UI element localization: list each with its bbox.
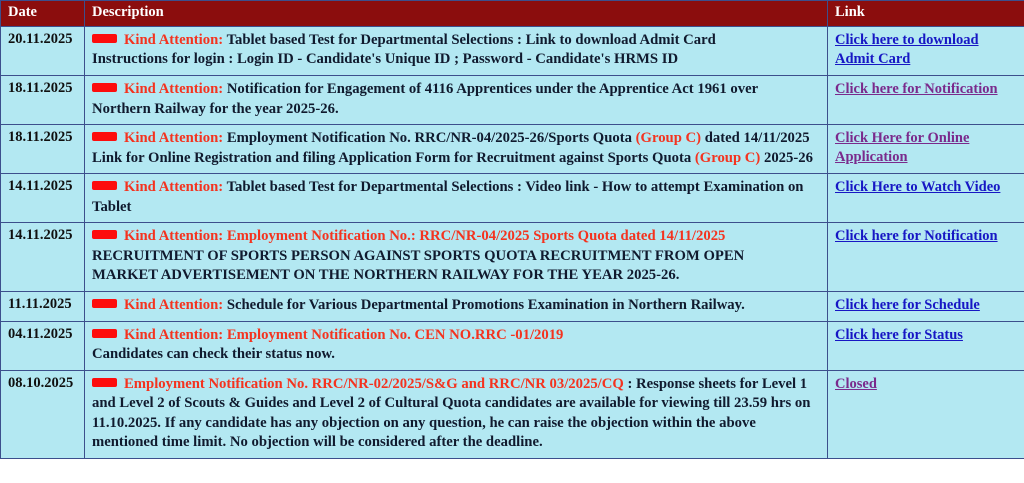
- new-badge-icon: [92, 132, 117, 141]
- notice-text-line1: : Response sheets for Level 1 and Level 2 of Scouts & Guides and Level 2 of Cultural Quota candidates are available for viewing till 23.59 hrs on 11.10.2025. If any candidate has any objection on any question, he can raise the objection within the above mentioned time limit. No objection will be considered after the deadline.: [92, 375, 811, 451]
- kind-attention-label: Kind Attention:: [124, 179, 224, 196]
- new-badge-icon: [92, 378, 117, 387]
- notice-link[interactable]: Closed: [835, 375, 877, 392]
- notice-description: [85, 26, 828, 75]
- kind-attention-label: Kind Attention:: [124, 296, 224, 313]
- notice-link[interactable]: Click here for Schedule: [835, 296, 980, 313]
- notice-text-line2: Northern Railway for the year 2025-26.: [92, 100, 339, 117]
- notice-link[interactable]: Click here for Notification: [835, 81, 998, 98]
- kind-attention-label: Kind Attention:: [124, 81, 224, 98]
- table-row: [1, 370, 1024, 458]
- notice-text-line2: MARKET ADVERTISEMENT ON THE NORTHERN RAILWAY FOR THE YEAR 2025-26.: [92, 267, 680, 284]
- table-row: [1, 76, 1024, 125]
- notice-date: 20.11.2025: [1, 26, 85, 75]
- table-row: [1, 174, 1024, 223]
- notice-description: [85, 76, 828, 125]
- new-badge-icon: [92, 181, 117, 190]
- notice-text-seg2: dated 14/11/2025 Link for Online Registration and filing Application Form for Recruitment against Sports Quota: [92, 130, 810, 166]
- table-row: [1, 321, 1024, 370]
- notice-text-line1: Tablet based Test for Departmental Selections : Link to download Admit Card: [223, 31, 716, 48]
- table-body: [1, 26, 1024, 458]
- column-header-link: Link: [828, 1, 1024, 27]
- notice-date: 04.11.2025: [1, 321, 85, 370]
- new-badge-icon: [92, 34, 117, 43]
- notice-text-line1: Notification for Engagement of 4116 Apprentices under the Apprentice Act 1961 over: [223, 81, 759, 98]
- notice-date: 11.11.2025: [1, 291, 85, 321]
- notice-link[interactable]: Click here to download Admit Card: [835, 31, 979, 68]
- notice-description: [85, 174, 828, 223]
- kind-attention-label: Kind Attention: Employment Notification No. CEN NO.RRC -01/2019: [124, 326, 564, 343]
- notice-description: [85, 291, 828, 321]
- kind-attention-label: Kind Attention:: [124, 130, 224, 147]
- column-header-description: Description: [85, 1, 828, 27]
- kind-attention-label: Kind Attention: Employment Notification No.: RRC/NR-04/2025 Sports Quota dated 14/11/2025: [124, 228, 726, 245]
- notice-text-line1: Tablet based Test for Departmental Selections : Video link - How to attempt Examination on: [223, 179, 804, 196]
- table-header: [1, 1, 1024, 27]
- notice-date: 18.11.2025: [1, 76, 85, 125]
- notice-text-seg3: 2025-26: [760, 149, 813, 166]
- notice-description: [85, 125, 828, 174]
- notice-link[interactable]: Click here for Status: [835, 326, 963, 343]
- column-header-date: Date: [1, 1, 85, 27]
- notice-link[interactable]: Click Here to Watch Video: [835, 179, 1001, 196]
- notice-text-seg1: Employment Notification No. RRC/NR-04/2025-26/Sports Quota: [223, 130, 636, 147]
- notice-date: 14.11.2025: [1, 223, 85, 292]
- notice-text-line1: Candidates can check their status now.: [92, 346, 335, 363]
- notice-link-cell: [828, 76, 1024, 125]
- new-badge-icon: [92, 230, 117, 239]
- notice-date: 18.11.2025: [1, 125, 85, 174]
- employment-notification-label: Employment Notification No. RRC/NR-02/2025/S&G and RRC/NR 03/2025/CQ: [124, 375, 624, 392]
- table-row: [1, 125, 1024, 174]
- notice-description: [85, 370, 828, 458]
- notice-text-line2: Instructions for login : Login ID - Candidate's Unique ID ; Password - Candidate's HRMS ID: [92, 51, 679, 68]
- notice-link[interactable]: Click Here for Online Application: [835, 130, 970, 166]
- notice-date: 08.10.2025: [1, 370, 85, 458]
- table-row: [1, 223, 1024, 292]
- notice-text-line2: Tablet: [92, 198, 132, 215]
- kind-attention-label: Kind Attention:: [124, 31, 224, 48]
- group-c-label: (Group C): [635, 130, 702, 147]
- notice-link-cell: [828, 370, 1024, 458]
- table-row: [1, 26, 1024, 75]
- notice-description: [85, 223, 828, 292]
- header-row: [1, 1, 1024, 27]
- notice-link-cell: [828, 174, 1024, 223]
- new-badge-icon: [92, 329, 117, 338]
- notice-text-line1: Schedule for Various Departmental Promotions Examination in Northern Railway.: [223, 296, 745, 313]
- notice-link-cell: [828, 26, 1024, 75]
- notice-link[interactable]: Click here for Notification: [835, 228, 998, 245]
- notice-link-cell: [828, 321, 1024, 370]
- new-badge-icon: [92, 83, 117, 92]
- table-row: [1, 291, 1024, 321]
- notice-text-line1: RECRUITMENT OF SPORTS PERSON AGAINST SPORTS QUOTA RECRUITMENT FROM OPEN: [92, 247, 745, 264]
- notice-link-cell: [828, 291, 1024, 321]
- notice-link-cell: [828, 125, 1024, 174]
- notice-date: 14.11.2025: [1, 174, 85, 223]
- group-c-label: (Group C): [694, 149, 761, 166]
- notice-link-cell: [828, 223, 1024, 292]
- notice-description: [85, 321, 828, 370]
- new-badge-icon: [92, 299, 117, 308]
